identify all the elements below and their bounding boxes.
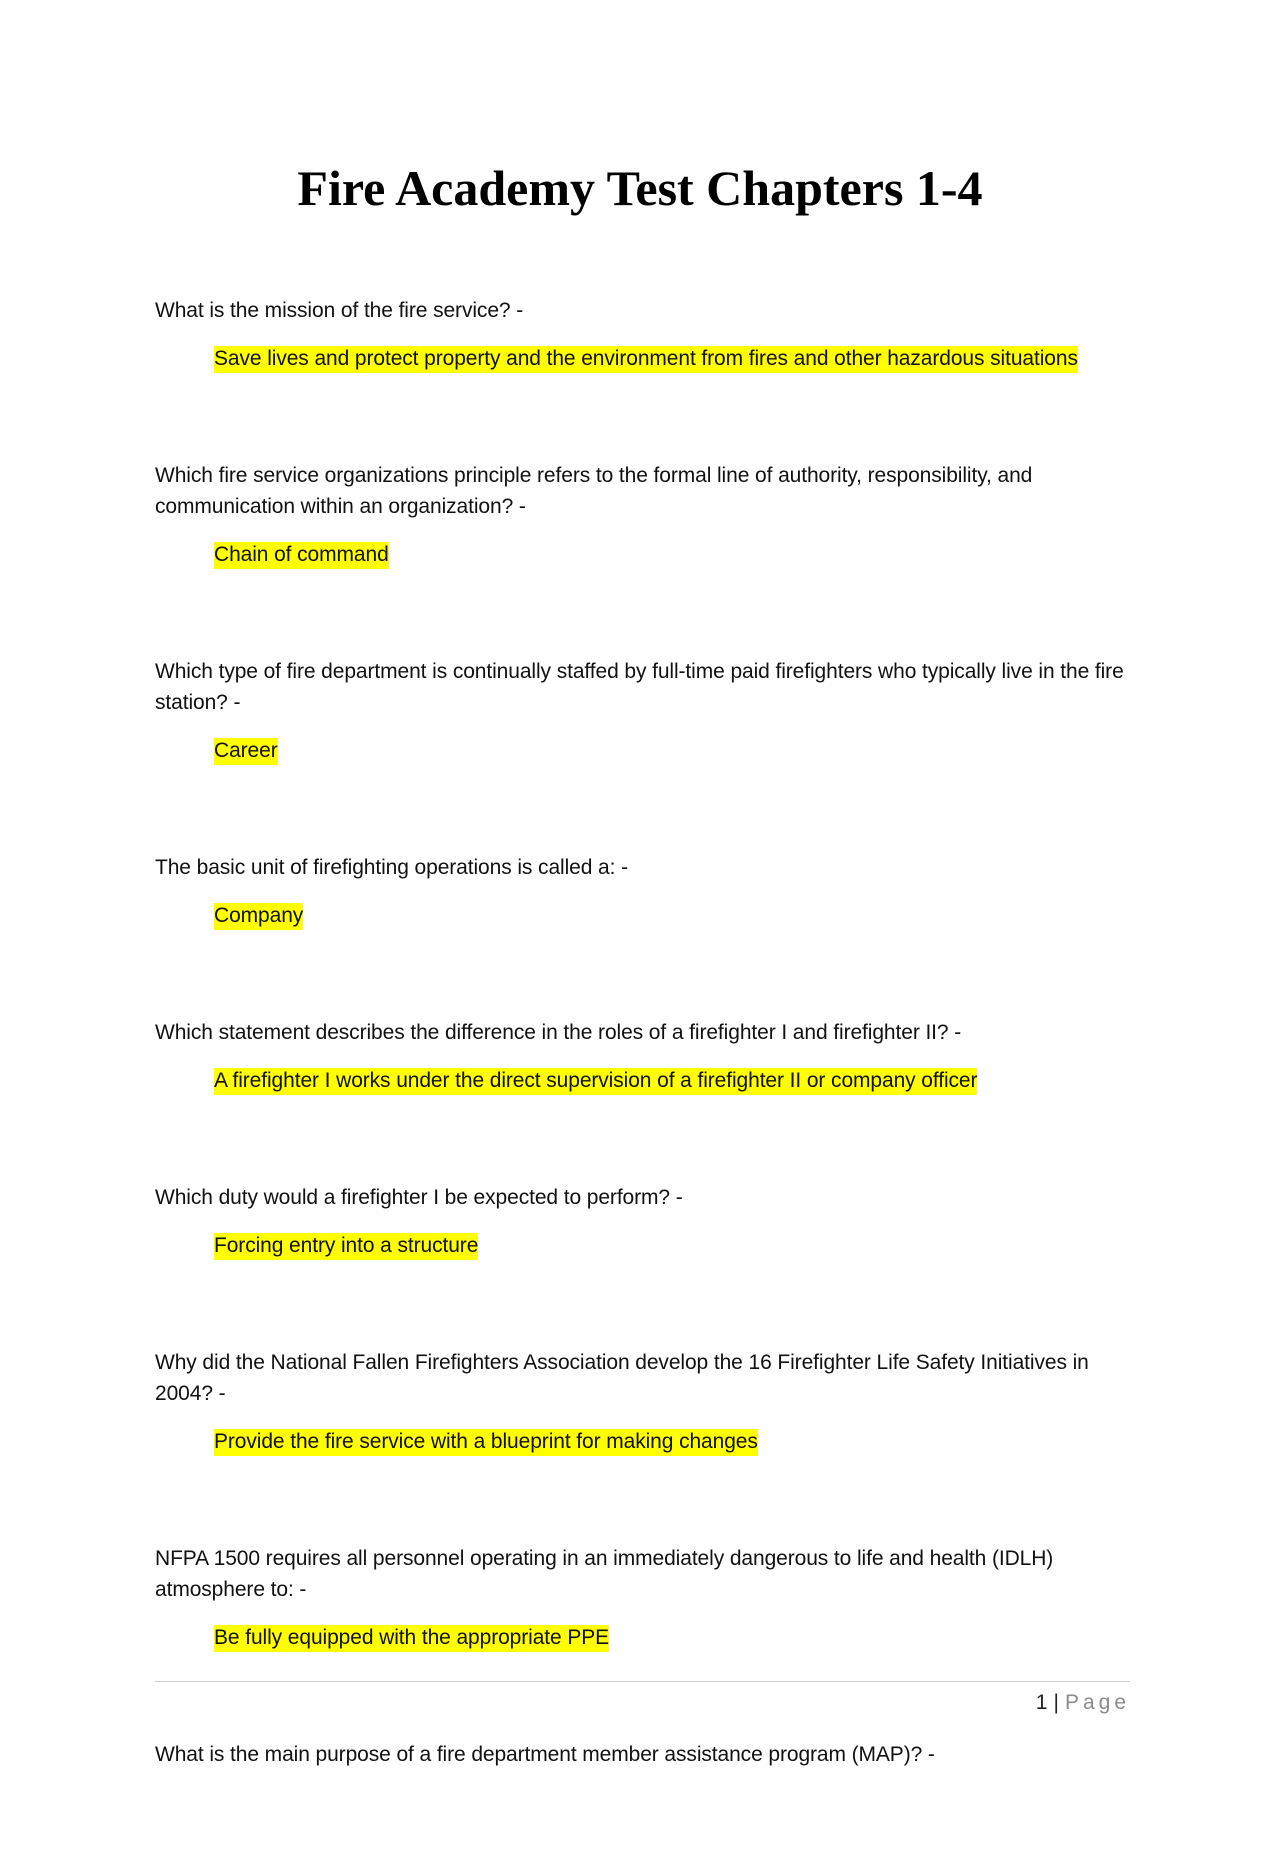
qa-item <box>155 295 1130 374</box>
page-footer <box>1036 1688 1130 1718</box>
question-text: NFPA 1500 requires all personnel operating in an immediately dangerous to life and health (IDLH) atmosphere to: - <box>155 1547 1054 1601</box>
answer-row <box>214 1622 1130 1653</box>
qa-list <box>155 295 1130 1856</box>
answer-row <box>214 343 1130 374</box>
qa-item <box>155 1543 1130 1653</box>
question-text: Which type of fire department is continually staffed by full-time paid firefighters who typically live in the fire station? - <box>155 660 1124 714</box>
qa-item <box>155 656 1130 766</box>
answer-highlight: Save lives and protect property and the environment from fires and other hazardous situations <box>214 346 1078 373</box>
answer-row <box>214 1230 1130 1261</box>
question-text: Which statement describes the difference in the roles of a firefighter I and firefighter II? - <box>155 1021 962 1044</box>
question-text: Why did the National Fallen Firefighters Association develop the 16 Firefighter Life Safety Initiatives in 2004? - <box>155 1351 1089 1405</box>
answer-highlight: Provide the fire service with a blueprint for making changes <box>214 1429 758 1456</box>
footer-separator: | <box>1053 1691 1059 1714</box>
answer-row <box>214 1426 1130 1457</box>
page-number: 1 <box>1035 1691 1048 1714</box>
qa-item <box>155 460 1130 570</box>
question-text: What is the main purpose of a fire department member assistance program (MAP)? - <box>155 1743 935 1766</box>
answer-highlight: Forcing entry into a structure <box>214 1233 478 1260</box>
answer-row <box>214 1065 1130 1096</box>
answer-row <box>214 900 1130 931</box>
qa-item <box>155 1347 1130 1457</box>
question-text: Which fire service organizations principle refers to the formal line of authority, responsibility, and communication within an organization? - <box>155 464 1033 518</box>
answer-row <box>214 735 1130 766</box>
qa-item <box>155 1739 1130 1770</box>
answer-highlight: Career <box>214 738 278 765</box>
question-text: Which duty would a firefighter I be expected to perform? - <box>155 1186 683 1209</box>
question-text: The basic unit of firefighting operations is called a: - <box>155 856 628 879</box>
qa-item <box>155 1182 1130 1261</box>
question-text: What is the mission of the fire service? - <box>155 299 524 322</box>
answer-row <box>214 539 1130 570</box>
answer-highlight: Be fully equipped with the appropriate PPE <box>214 1625 609 1652</box>
qa-item <box>155 1017 1130 1096</box>
page-label: Page <box>1064 1691 1130 1714</box>
document-title: Fire Academy Test Chapters 1-4 <box>297 160 983 216</box>
answer-highlight: Company <box>214 903 303 930</box>
qa-item <box>155 852 1130 931</box>
answer-highlight: A firefighter I works under the direct supervision of a firefighter II or company officer <box>214 1068 977 1095</box>
footer-divider <box>155 1681 1130 1682</box>
answer-highlight: Chain of command <box>214 542 389 569</box>
